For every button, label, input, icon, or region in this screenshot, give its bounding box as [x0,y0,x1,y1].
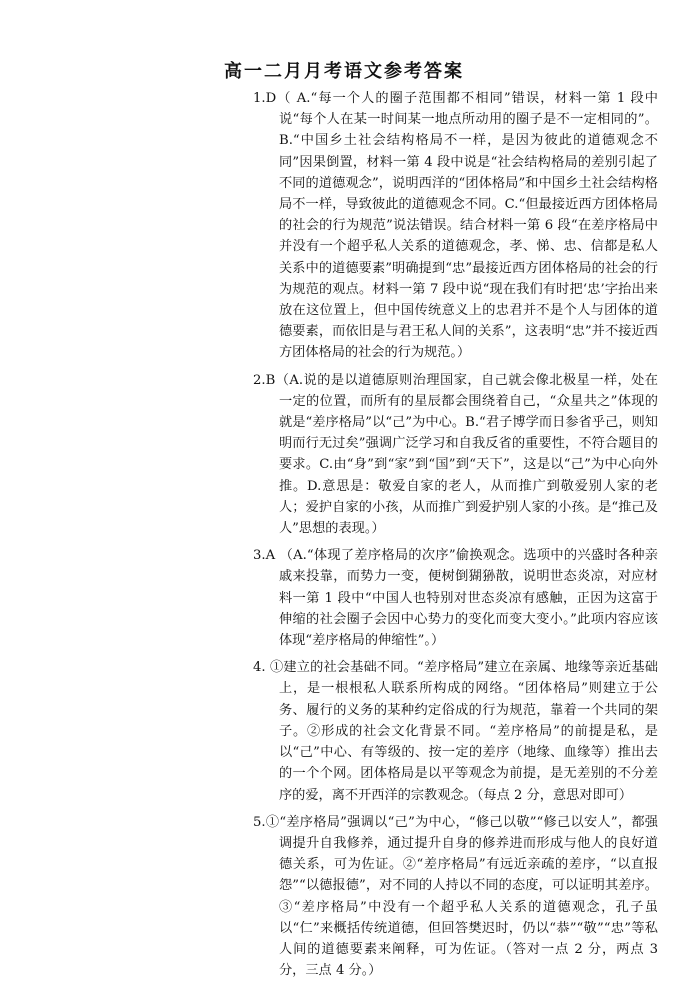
answer-item-3: 3.A （A.“体现了差序格局的次序”偷换观念。选项中的兴盛时各种亲戚来投靠，而势力一变，便树倒猢狲散，说明世态炎凉，对应材料一第 1 段中“中国人也特别对世态炎凉有感触，正因为这富于伸缩的社会圈子会因中心势力的变化而变大变小。”此项内容应该体现“差序格局的伸缩性”。） [253,548,658,649]
answer-item-2: 2.B（A.说的是以道德原则治理国家，自己就会像北极星一样，处在一定的位置，而所有的星辰都会围绕着自己，“众星共之”体现的就是“差序格局”以“己”为中心。B.“君子博学而日参省乎己，则知明而行无过矣”强调广泛学习和自我反省的重要性，不符合题目的要求。C.由“身”到“家”到“国”到“天下”，这是以“己”为中心向外推。D.意思是：敬爱自家的老人，从而推广到敬爱别人家的老人；爱护自家的小孩，从而推广到爱护别人家的小孩。是“推己及人”思想的表现。） [253,372,658,537]
answer-list [253,88,658,987]
answer-item-4: 4. ①建立的社会基础不同。“差序格局”建立在亲属、地缘等亲近基础上，是一根根私人联系所构成的网络。“团体格局”则建立于公务、履行的义务的某种约定俗成的行为规范，靠着一个共同的架子。②形成的社会文化背景不同。“差序格局”的前提是私，是以“己”中心、有等级的、按一定的差序（地缘、血缘等）推出去的一个个网。团体格局是以平等观念为前提，是无差别的不分差序的爱，离不开西洋的宗教观念。（每点 2 分，意思对即可） [253,660,658,803]
answer-item-5: 5.①“差序格局”强调以“己”为中心，“修己以敬”“修己以安人”，都强调提升自我修养，通过提升自身的修养进而形成与他人的良好道德关系，可为佐证。②“差序格局”有远近亲疏的差序，“以直报怨”“以德报德”，对不同的人持以不同的态度，可以证明其差序。③“差序格局”中没有一个超乎私人关系的道德观念，孔子虽以“仁”来概括传统道德，但回答樊迟时，仍以“恭”“敬”“忠”等私人间的道德要素来阐释，可为佐证。（答对一点 2 分，两点 3 分，三点 4 分。） [253,814,658,979]
answer-item-1: 1.D（ A.“每一个人的圈子范围都不相同”错误，材料一第 1 段中说“每个人在某一时间某一地点所动用的圈子是不一定相同的”。B.“中国乡土社会结构格局不一样，是因为彼此的道德观念不同”因果倒置，材料一第 4 段中说是“社会结构格局的差别引起了不同的道德观念”，说明西洋的“团体格局”和中国乡土社会结构格局不一样，导致彼此的道德观念不同。C.“但最接近西方团体格局的社会的行为规范”说法错误。结合材料一第 6 段“在差序格局中并没有一个超乎私人关系的道德观念，孝、悌、忠、信都是私人关系中的道德要素”明确提到“忠”最接近西方团体格局的社会的行为规范的观点。材料一第 7 段中说“现在我们有时把‘忠’字抬出来放在这位置上，但中国传统意义上的忠君并不是个人与团体的道德要素，而依旧是与君王私人间的关系”，这表明“忠”并不接近西方团体格局的社会的行为规范。） [253,91,658,361]
document-title: 高一二月月考语文参考答案 [224,61,464,82]
